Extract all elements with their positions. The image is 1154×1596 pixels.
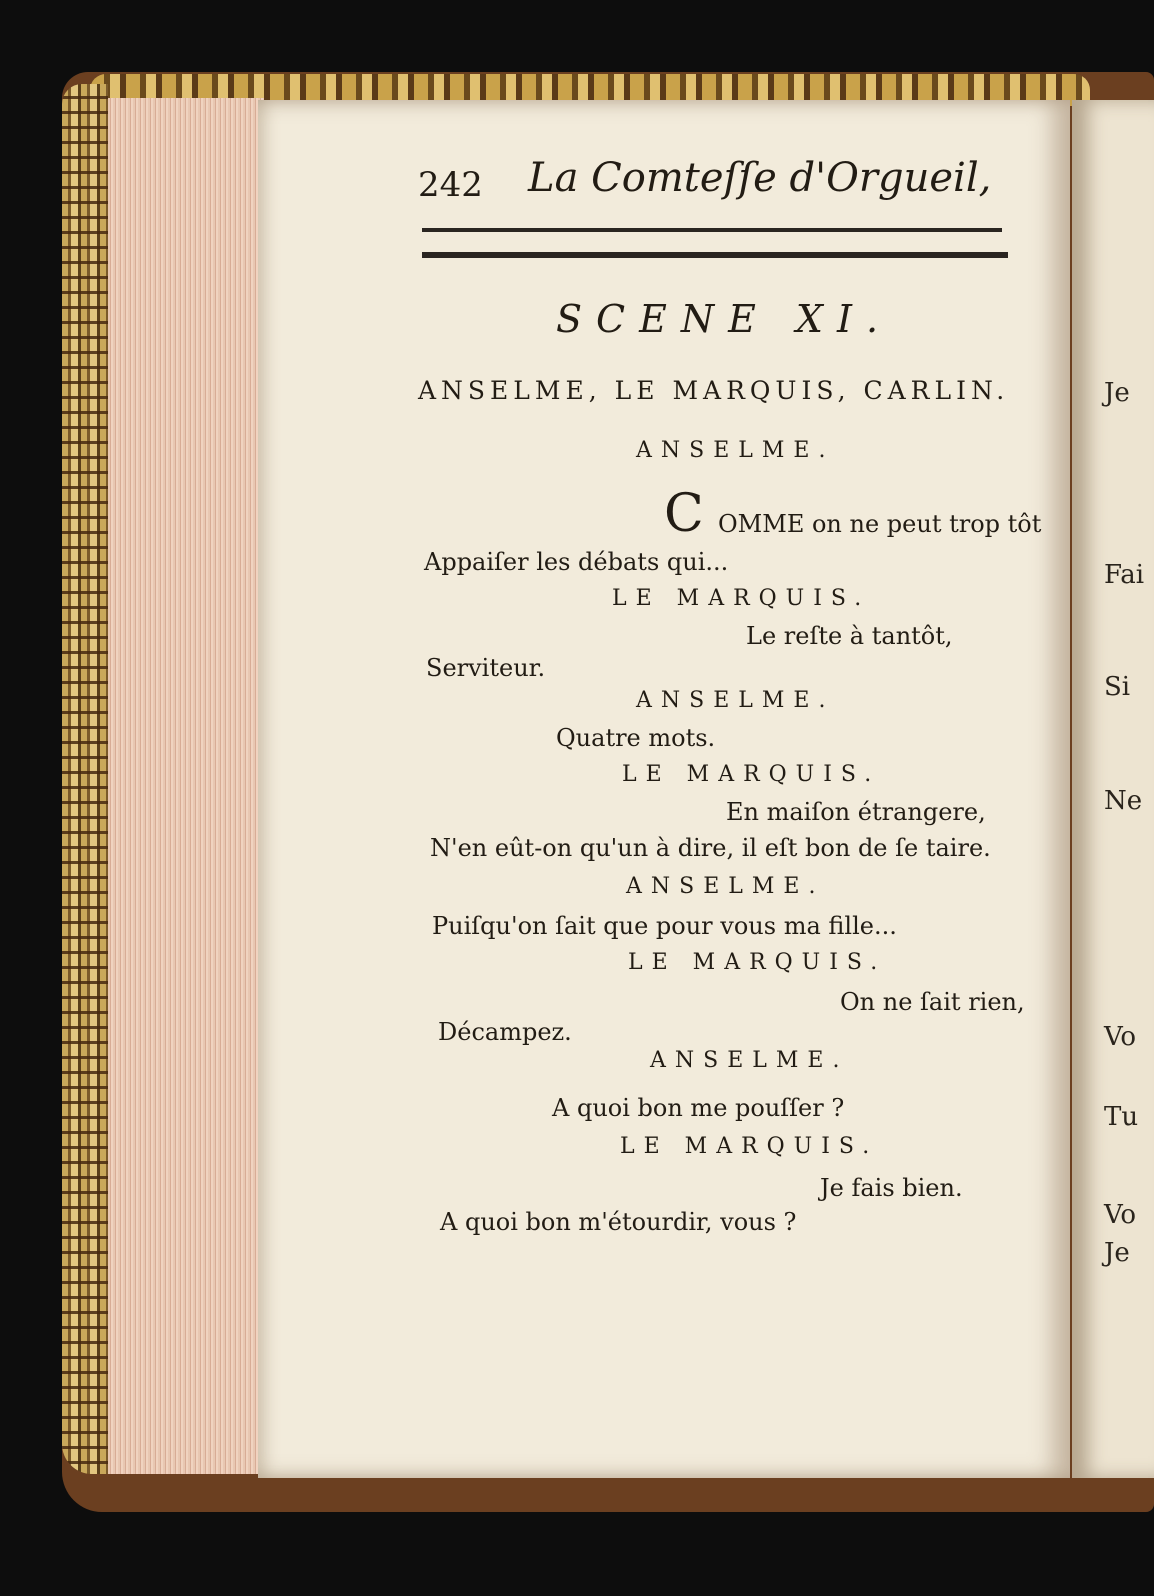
right-page-fragment: Ne [1104,786,1143,816]
cast-list: ANSELME, LE MARQUIS, CARLIN. [418,376,1010,405]
book-spine [62,84,108,1474]
right-page-edge [1072,100,1154,1478]
dialogue-line: A quoi bon me pouſſer ? [552,1094,845,1122]
dialogue-line: Décampez. [438,1018,572,1046]
running-title: La Comteſſe d'Orgueil, [528,155,992,201]
header-rule-thin [422,228,1002,232]
speaker-name: ANSELME. [650,1048,849,1073]
drop-cap: C [664,484,704,544]
dialogue-line: Appaiſer les débats qui... [424,548,729,576]
dialogue-line: Je fais bien. [820,1174,963,1202]
dialogue-line: On ne ſait rien, [840,988,1025,1016]
right-page-fragment: Tu [1104,1102,1139,1132]
right-page-fragment: Vo [1104,1022,1137,1052]
right-page-fragment: Je [1104,1238,1130,1268]
dialogue-line: Quatre mots. [556,724,716,752]
speaker-name: LE MARQUIS. [612,586,871,611]
scene-heading: SCENE XI. [556,297,893,341]
right-page-fragment: Si [1104,672,1131,702]
right-page-fragment: Fai [1104,560,1145,590]
page-number: 242 [418,165,483,205]
dialogue-line: Le reſte à tantôt, [746,622,953,650]
right-page-fragment: Je [1104,378,1130,408]
dialogue-line: N'en eût-on qu'un à dire, il eſt bon de ſe taire. [430,834,991,862]
page-edges [108,98,264,1474]
dialogue-line: OMME on ne peut trop tôt [718,510,1042,538]
speaker-name: LE MARQUIS. [628,950,887,975]
speaker-name: ANSELME. [636,688,835,713]
dialogue-line: Serviteur. [426,654,546,682]
header-rule-thick [422,252,1008,258]
speaker-name: LE MARQUIS. [620,1134,879,1159]
dialogue-line: En maiſon étrangere, [726,798,986,826]
speaker-name: ANSELME. [636,438,835,463]
speaker-name: ANSELME. [626,874,825,899]
right-page-fragment: Vo [1104,1200,1137,1230]
dialogue-line: A quoi bon m'étourdir, vous ? [440,1208,797,1236]
speaker-name: LE MARQUIS. [622,762,881,787]
dialogue-line: Puiſqu'on ſait que pour vous ma fille... [432,912,897,940]
